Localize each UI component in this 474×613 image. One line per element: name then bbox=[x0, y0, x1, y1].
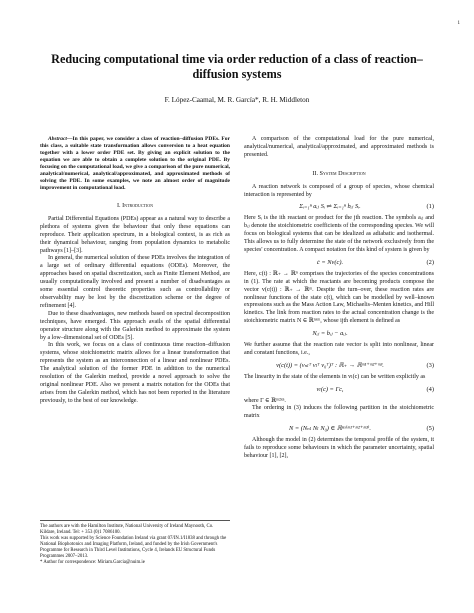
section-heading-introduction: I. Introduction bbox=[116, 202, 154, 209]
body-paragraph: The ordering in (3) induces the following partition in the stoichiometric matrix bbox=[244, 405, 434, 420]
intro-paragraph: Partial Differential Equations (PDEs) appear as a natural way to describe a plethora of systems given the behaviour that only these equations can reproduce. Their application spectrum, in a biological context, is as rich as their dynamical behaviour, ranging from population dynamics to metabolic pathways [1]–[3]. bbox=[40, 215, 230, 254]
equation-4-body: vₗ(c) = Γc, bbox=[316, 385, 344, 393]
body-paragraph: Although the model in (2) determines the temporal profile of the system, it fails to reproduce some behaviours in which the parameter uncertainty, spatial behaviour [1], [2], bbox=[244, 437, 434, 459]
equation-4 bbox=[244, 386, 434, 394]
body-paragraph: The linearity in the state of the elements in vₗ(c) can be written explicitly as bbox=[244, 373, 426, 380]
equation-5-body: N = (Nₙₗ Nₗ N₀) ∈ ℝⁿˣ⁽ᵐ¹⁺ᵐ²⁺ᵐ³⁾. bbox=[289, 425, 371, 433]
equation-3 bbox=[244, 362, 434, 370]
equation-nij bbox=[244, 330, 434, 338]
section-heading-system-description: II. System Description bbox=[312, 169, 366, 177]
left-column bbox=[40, 136, 230, 406]
footnote bbox=[40, 520, 230, 566]
abstract-label: Abstract— bbox=[48, 136, 73, 142]
intro-paragraph: Due to these disadvantages, new methods based on spectral decomposition techniques, have emerged. This approach avails of the spatial differential operator structure along with the Galerkin method to approximate the system by a low–dimensional set of ODEs [5]. bbox=[40, 310, 230, 341]
equation-4-number: (4) bbox=[426, 385, 434, 393]
author-list: F. López-Caamal, M. R. García*, R. H. Middleton bbox=[164, 96, 310, 104]
paper-title: Reducing computational time via order reduction of a class of reaction–diffusion systems bbox=[51, 52, 423, 81]
intro-paragraph: In this work, we focus on a class of continuous time reaction–diffusion systems, whose stoichiometric matrix allows for a linear transformation that represents the system as an interconnection of a linear and nonlinear PDEs. The analytical solution of the former PDE in addition to the numerical resolution of the Galerkin method, provide a novel approach to solve the original nonlinear PDE. Also we present a matrix notation for the ODEs that arises from the Galerkin method, which has not been reported in the literature previously, to the best of our knowledge. bbox=[40, 342, 230, 404]
body-paragraph: We further assume that the reaction rate vector is split into nonlinear, linear and constant functions, i.e., bbox=[244, 342, 434, 356]
equation-1-number: (1) bbox=[426, 203, 434, 211]
body-paragraph: A reaction network is composed of a group of species, whose chemical interaction is represented by bbox=[244, 183, 434, 198]
body-paragraph: Here, c(t) : ℝ₊ → ℝⁿ comprises the trajectories of the species concentrations in (1). The rate at which the reactants are becoming products compose the vector v(c(t)) : ℝ₊ → ℝᵐ. Despite the turn–over, these reaction rates are nonlinear functions of the state c(t), which can be modelled by well–known expressions such as the Mass Action Law, Michaelis–Menten kinetics, and Hill kinetics. The link from reaction rates to the actual concentration change is the stoichiometric matrix N ∈ ℝⁿˣᵐ, whose ijth element is defined as bbox=[244, 270, 434, 325]
equation-1 bbox=[244, 203, 434, 211]
equation-3-number: (3) bbox=[426, 361, 434, 369]
abstract bbox=[40, 136, 230, 192]
equation-nij-body: Nᵢⱼ = bᵢⱼ − aᵢⱼ. bbox=[312, 330, 348, 338]
abstract-text: In this paper, we consider a class of reaction–diffusion PDEs. For this class, a suitable state transformation allows conversion to a heat equation together with a lower order PDE set. By giving an explicit solution to the equation we are able to obtain a complete solution to the original PDE. By focusing on the computational load, we give a comparison of the pure numerical, analytical/numerical, analytical/approximated, and approximated methods of solving the PDE. In some examples, we note an almost order of magnitude improvement in computational load. bbox=[40, 136, 230, 191]
equation-2-number: (2) bbox=[426, 258, 434, 266]
equation-2 bbox=[244, 259, 434, 267]
equation-5 bbox=[244, 425, 434, 433]
footnote-affiliation: The authors are with the Hamilton Institute, National University of Ireland Maynooth, Co. Kildare, Ireland. Tel: + 353 (0)1 7086100. bbox=[40, 524, 214, 535]
comparison-paragraph: A comparison of the computational load for the pure numerical, analytical/numerical, analytical/approximated, and approximated methods is presented. bbox=[244, 136, 434, 158]
page-number: 1 bbox=[457, 21, 460, 26]
footnote-funding: This work was supported by Science Foundation Ireland via grant 07/IN.1/I1838 and through the National Biophotonics and Imaging Platform, Ireland, and funded by the Irish Government's Programme for Research in Third Level Institutions, Cycle 4, Irelands EU Structural Funds Programmes 2007–2013. bbox=[40, 536, 227, 559]
body-paragraph: Here Sᵢ is the ith reactant or product for the jth reaction. The symbols aᵢⱼ and bᵢⱼ denote the stoichiometric coefficients of the corresponding species. We will focus on biological systems that can be idealized as adiabatic and isothermal. This allows us to fully determine the state of the network exclusively from the species' concentration. A compact notation for this kind of system is given by bbox=[244, 215, 434, 253]
equation-5-number: (5) bbox=[426, 425, 434, 433]
right-column bbox=[244, 136, 434, 461]
equation-2-body: ċ = Nv(c). bbox=[316, 258, 344, 266]
intro-paragraph: In general, the numerical solution of these PDEs involves the integration of a large set of ordinary differential equations (ODEs). Moreover, the approaches based on spatial discretization, such as Finite Element Method, are usually computationally involved and present a number of disadvantages as some essential control theoretic properties such as controllability or observability may be lost by the discretization scheme or the degree of refinement [4]. bbox=[40, 255, 230, 309]
footnote-correspondence: * Author for correspondence: Miriam.Garcia@nuim.ie bbox=[40, 560, 145, 565]
body-paragraph: where Γ ∈ ℝᵐ²ˣⁿ. bbox=[244, 397, 286, 404]
equation-1-body: Σᵢ₌₁ⁿ aᵢⱼ Sᵢ ⇌ Σᵢ₌₁ⁿ bᵢⱼ Sᵢ. bbox=[299, 203, 361, 211]
equation-3-body: v(c(t)) = (vₙₗᵀ vₗᵀ v₀ᵀ)ᵀ : ℝ₊ → ℝᵐ¹⁺ᵐ²⁺ᵐ³. bbox=[276, 361, 384, 369]
